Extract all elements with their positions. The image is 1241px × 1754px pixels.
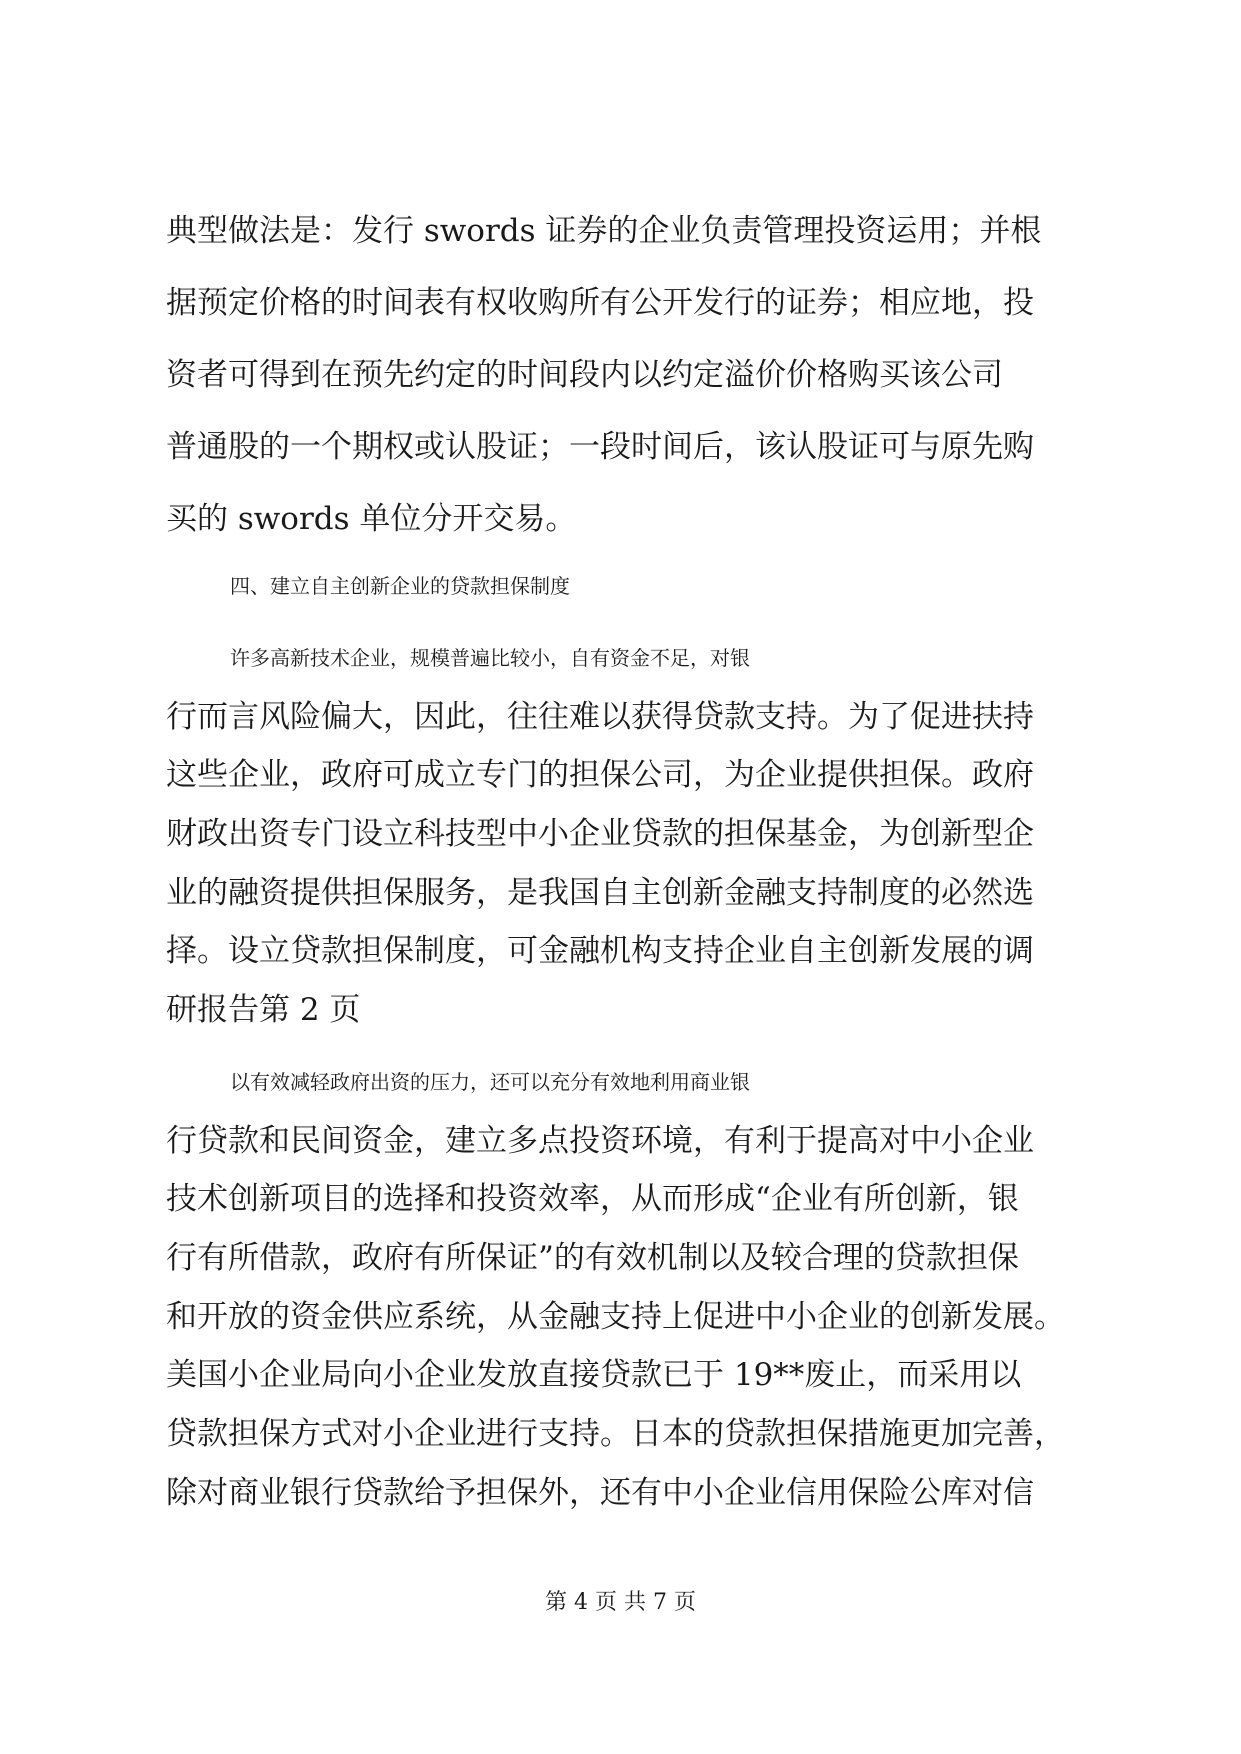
text-line-7: 许多高新技术企业，规模普遍比较小，自有资金不足，对银 [230, 646, 750, 670]
text-line-19: 美国小企业局向小企业发放直接贷款已于 19**废止，而采用以 [166, 1357, 1022, 1393]
text-line-2: 据预定价格的时间表有权收购所有公开发行的证券；相应地，投 [166, 285, 1034, 321]
section-heading: 四、建立自主创新企业的贷款担保制度 [230, 574, 570, 598]
text-line-9: 这些企业，政府可成立专门的担保公司，为企业提供担保。政府 [166, 757, 1034, 793]
text-line-1: 典型做法是：发行 swords 证券的企业负责管理投资运用；并根 [166, 213, 1042, 249]
text-line-15: 行贷款和民间资金，建立多点投资环境，有利于提高对中小企业 [166, 1123, 1034, 1159]
text-line-4: 普通股的一个期权或认股证；一段时间后，该认股证可与原先购 [166, 429, 1034, 465]
text-line-12: 择。设立贷款担保制度，可金融机构支持企业自主创新发展的调 [166, 933, 1034, 969]
text-line-13: 研报告第 2 页 [166, 992, 361, 1028]
text-line-16: 技术创新项目的选择和投资效率，从而形成“企业有所创新，银 [166, 1181, 1019, 1217]
text-line-11: 业的融资提供担保服务，是我国自主创新金融支持制度的必然选 [166, 875, 1034, 911]
text-line-8: 行而言风险偏大，因此，往往难以获得贷款支持。为了促进扶持 [166, 699, 1034, 735]
text-line-14: 以有效减轻政府出资的压力，还可以充分有效地利用商业银 [230, 1070, 750, 1094]
page-number-footer: 第 4 页 共 7 页 [545, 1590, 696, 1615]
text-line-10: 财政出资专门设立科技型中小企业贷款的担保基金，为创新型企 [166, 816, 1034, 852]
text-line-17: 行有所借款，政府有所保证”的有效机制以及较合理的贷款担保 [166, 1240, 1019, 1276]
text-line-20: 贷款担保方式对小企业进行支持。日本的贷款担保措施更加完善， [166, 1416, 1065, 1452]
text-line-18: 和开放的资金供应系统，从金融支持上促进中小企业的创新发展。 [166, 1299, 1065, 1335]
text-line-5: 买的 swords 单位分开交易。 [166, 501, 577, 537]
text-line-21: 除对商业银行贷款给予担保外，还有中小企业信用保险公库对信 [166, 1475, 1034, 1511]
text-line-3: 资者可得到在预先约定的时间段内以约定溢价价格购买该公司 [166, 357, 1003, 393]
